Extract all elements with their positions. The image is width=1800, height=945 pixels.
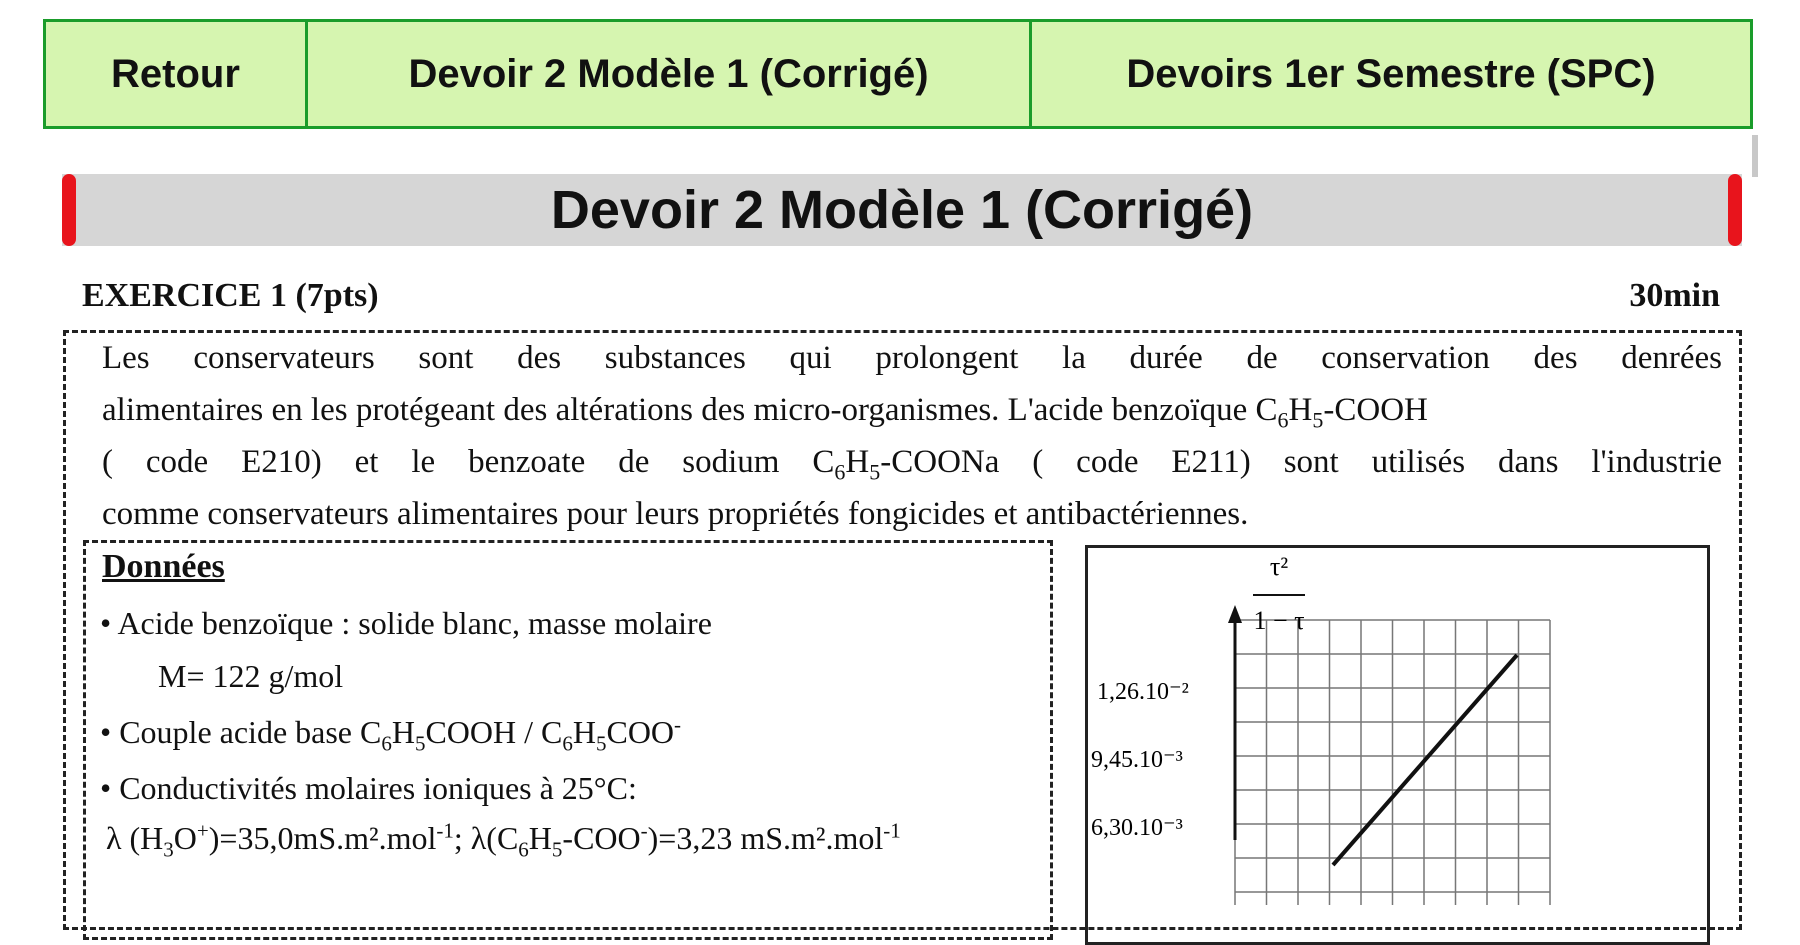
exercise-heading: EXERCICE 1 (7pts) bbox=[82, 277, 379, 314]
scrollbar-thumb[interactable] bbox=[1752, 135, 1758, 177]
data-title: Données bbox=[102, 548, 225, 585]
exercise-intro bbox=[102, 332, 1722, 540]
intro-line-1: Les conservateurs sont des substances qui prolongent la durée de conservation des denrées bbox=[102, 340, 1722, 376]
title-right-accent bbox=[1728, 174, 1742, 246]
page-title: Devoir 2 Modèle 1 (Corrigé) bbox=[550, 180, 1254, 240]
graph-y-tick-2: 9,45.10⁻³ bbox=[1091, 747, 1183, 773]
graph-y-tick-3: 6,30.10⁻³ bbox=[1091, 815, 1183, 841]
data-item-molar-mass-value: M= 122 g/mol bbox=[158, 658, 344, 694]
top-navigation bbox=[43, 19, 1753, 129]
back-button[interactable]: Retour bbox=[43, 19, 308, 129]
intro-line-4: comme conservateurs alimentaires pour leurs propriétés fongicides et antibactériennes. bbox=[102, 496, 1249, 532]
graph-y-tick-1: 1,26.10⁻² bbox=[1097, 679, 1189, 705]
intro-line-2: alimentaires en les protégeant des altérations des micro-organismes. L'acide benzoïque $C_6H_5$-COOH bbox=[102, 392, 1428, 433]
semester-devoirs-button[interactable]: Devoirs 1er Semestre (SPC) bbox=[1029, 19, 1753, 129]
exercise-duration: 30min bbox=[1629, 277, 1720, 314]
data-item-conductivities-values: λ $(H_3O^+)=35,0mS.m^2.mol^{-1}$; $\lambda(C_6H_5-COO^-)=3,23$ mS.m².mol$^{-1}$ bbox=[106, 818, 901, 862]
data-item-conductivities-label: • Conductivités molaires ioniques à 25°C: bbox=[100, 770, 637, 806]
data-item-molar-mass: • Acide benzoïque : solide blanc, masse molaire bbox=[100, 605, 712, 641]
graph-grid bbox=[1235, 620, 1550, 905]
data-item-acid-base-couple: • Couple acide base $C_6H_5COOH / C_6H_5COO^-$ bbox=[100, 712, 682, 756]
current-devoir-button[interactable]: Devoir 2 Modèle 1 (Corrigé) bbox=[305, 19, 1032, 129]
graph-y-label-num: τ² bbox=[1269, 552, 1289, 581]
graph bbox=[1085, 545, 1710, 905]
title-left-accent bbox=[62, 174, 76, 246]
graph-y-label-den: 1 − τ bbox=[1253, 606, 1305, 635]
intro-line-3: ( code E210) et le benzoate de sodium $C_6H_5$-COONa ( code E211) sont utilisés dans l'industrie bbox=[102, 444, 1723, 485]
page-title-bar bbox=[62, 174, 1742, 246]
graph-y-axis-arrow bbox=[1228, 605, 1242, 623]
